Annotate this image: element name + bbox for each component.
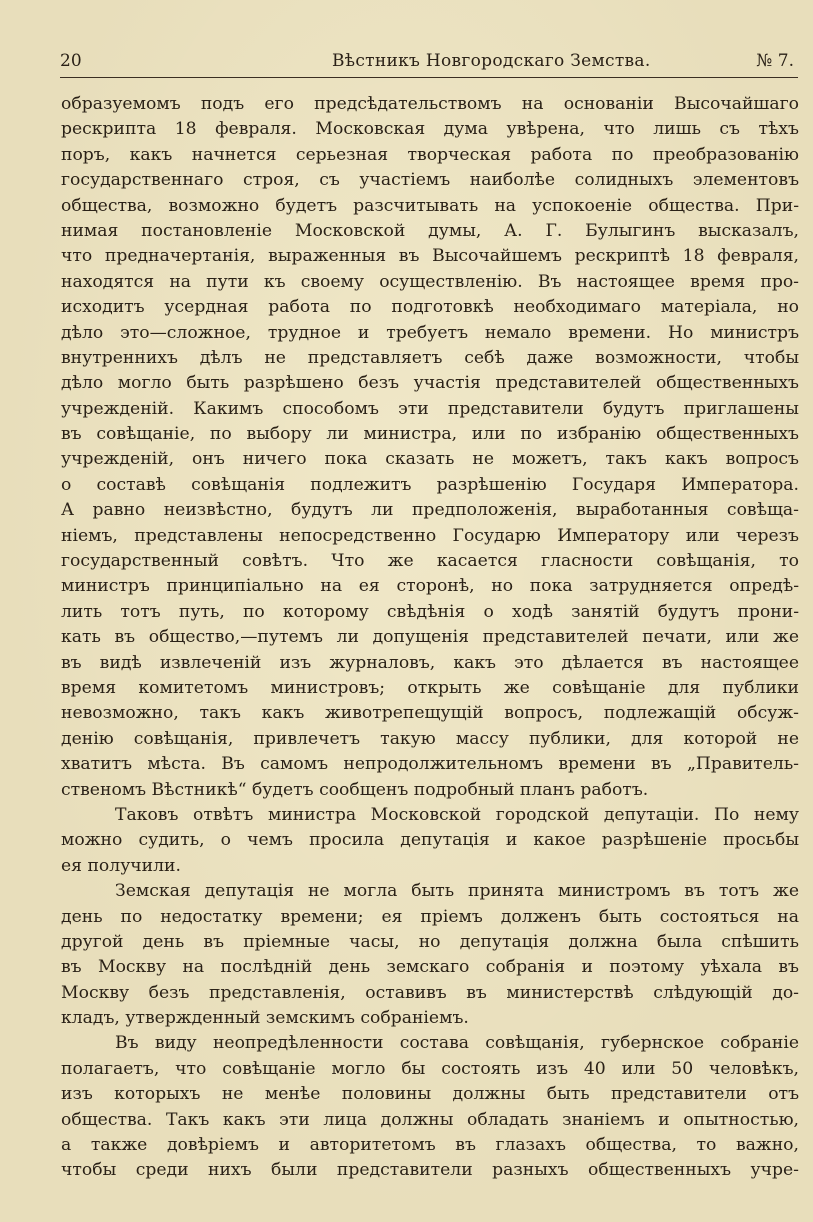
text-line: невозможно, такъ какъ животрепещущій вопросъ, подлежащій обсуж- [61,703,799,724]
text-line: денію совѣщанія, привлечетъ такую массу публики, для которой не [61,728,799,749]
text-line: изъ которыхъ не менѣе половины должны быть представители отъ [61,1084,799,1105]
header-rule [60,77,798,78]
text-line: время комитетомъ министровъ; открыть же совѣщаніе для публики [61,677,799,698]
text-line: общества, возможно будетъ разсчитывать на успокоеніе общества. При- [61,195,799,216]
text-line: Земская депутація не могла быть принята министромъ въ тотъ же [115,881,799,902]
text-line: въ Москву на послѣдній день земскаго собранія и поэтому уѣхала въ [61,957,799,978]
text-line: день по недостатку времени; ея пріемъ долженъ быть состояться на [61,906,799,927]
text-line: хватитъ мѣста. Въ самомъ непродолжительномъ времени въ „Правитель- [61,754,799,775]
text-line: находятся на пути къ своему осуществленію. Въ настоящее время про- [61,271,799,292]
text-line: ніемъ, представлены непосредственно Государю Императору или черезъ [61,525,799,546]
text-line: учрежденій. Какимъ способомъ эти представители будутъ приглашены [61,398,799,419]
text-line: нимая постановленіе Московской думы, А. Г. Булыгинъ высказалъ, [61,220,799,241]
text-line: общества. Такъ какъ эти лица должны обладать знаніемъ и опытностью, [61,1109,799,1130]
text-line: образуемомъ подъ его предсѣдательствомъ на основаніи Высочайшаго [61,94,799,114]
text-line: государственный совѣтъ. Что же касается гласности совѣщанія, то [61,551,799,572]
text-line: дѣло это—сложное, трудное и требуетъ немало времени. Но министръ [61,322,799,343]
text-line: учрежденій, онъ ничего пока сказать не можетъ, такъ какъ вопросъ [61,449,799,470]
text-line: исходитъ усердная работа по подготовкѣ необходимаго матеріала, но [61,297,799,318]
text-line: полагаетъ, что совѣщаніе могло бы состоять изъ 40 или 50 человѣкъ, [61,1058,799,1079]
body-text [61,92,799,1184]
text-line: ственомъ Вѣстникѣ“ будетъ сообщенъ подробный планъ работъ. [61,779,649,800]
text-line: А равно неизвѣстно, будутъ ли предположенія, выработанныя совѣща- [61,500,799,521]
text-line: кать въ общество,—путемъ ли допущенія представителей печати, или же [61,627,799,648]
text-line: внутреннихъ дѣлъ не представляетъ себѣ даже возможности, чтобы [61,347,799,368]
text-line: кладъ, утвержденный земскимъ собраніемъ. [61,1008,469,1029]
text-line: рескрипта 18 февраля. Московская дума увѣрена, что лишь съ тѣхъ [61,119,799,140]
text-line: Москву безъ представленія, оставивъ въ министерствѣ слѣдующій до- [61,982,799,1003]
text-line: лить тотъ путь, по которому свѣдѣнія о ходѣ занятій будутъ прони- [61,601,799,622]
text-line: что предначертанія, выраженныя въ Высочайшемъ рескриптѣ 18 февраля, [61,246,799,267]
text-line: министръ принципіально на ея сторонѣ, но пока затрудняется опредѣ- [61,576,799,597]
journal-title: Вѣстникъ Новгородскаго Земства. [332,51,651,71]
text-line: поръ, какъ начнется серьезная творческая работа по преобразованію [61,144,799,165]
text-line: дѣло могло быть разрѣшено безъ участія представителей общественныхъ [61,373,799,394]
issue-number: № 7. [756,51,794,71]
text-line: ея получили. [61,855,181,876]
text-line: государственнаго строя, съ участіемъ наиболѣе солидныхъ элементовъ [61,170,799,191]
text-line: другой день въ пріемные часы, но депутація должна была спѣшить [61,931,799,952]
text-line: Въ виду неопредѣленности состава совѣщанія, губернское собраніе [115,1033,799,1054]
text-line: въ совѣщаніе, по выбору ли министра, или по избранію общественныхъ [61,424,799,445]
page-number: 20 [60,51,82,71]
text-line: Таковъ отвѣтъ министра Московской городской депутаціи. По нему [115,804,799,825]
text-line: можно судить, о чемъ просила депутація и какое разрѣшеніе просьбы [61,830,799,851]
text-line: чтобы среди нихъ были представители разныхъ общественныхъ учре- [61,1160,799,1181]
text-line: а также довѣріемъ и авторитетомъ въ глазахъ общества, то важно, [61,1135,799,1156]
running-header [60,48,798,74]
text-line: о составѣ совѣщанія подлежитъ разрѣшенію Государя Императора. [61,474,799,495]
text-line: въ видѣ извлеченій изъ журналовъ, какъ это дѣлается въ настоящее [61,652,799,673]
